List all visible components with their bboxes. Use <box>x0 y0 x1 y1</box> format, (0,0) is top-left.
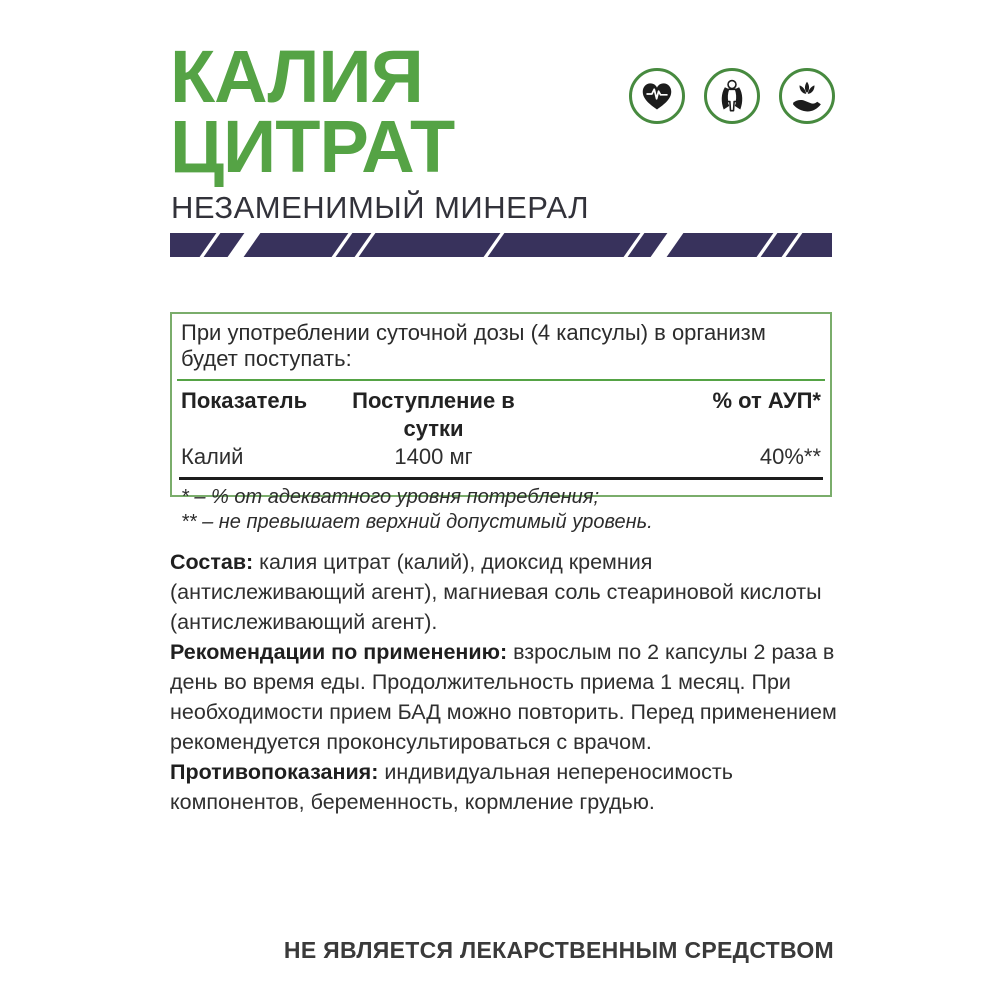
contraindications-paragraph <box>170 757 842 817</box>
cell-daily-intake: 1400 мг <box>394 444 473 469</box>
bar-slash <box>329 233 355 257</box>
cell-percent-aup: 40%** <box>759 444 821 469</box>
contraindications-label: Противопоказания: <box>170 760 379 784</box>
composition-label: Состав: <box>170 550 254 574</box>
body-figure-icon <box>704 68 760 124</box>
green-divider <box>177 379 825 381</box>
bar-slash <box>481 233 507 257</box>
bar-slash <box>648 233 686 257</box>
bar-slash <box>779 233 805 257</box>
hand-plant-icon <box>779 68 835 124</box>
table-row <box>181 443 821 471</box>
column-header-indicator: Показатель <box>181 388 308 413</box>
bar-slash <box>621 233 647 257</box>
bar-slash <box>754 233 780 257</box>
bar-slash <box>197 233 223 257</box>
decorative-stripe-bar <box>170 233 832 257</box>
recommendations-text: взрослым по 2 капсулы 2 раза в день во время еды. Продолжительность приема 1 месяц. При необходимости прием БАД можно повторить. Перед применением рекомендуется проконсультироваться с врачом. <box>170 640 837 754</box>
product-title-line-2: ЦИТРАТ <box>170 105 455 188</box>
composition-text: калия цитрат (калий), диоксид кремния (антислеживающий агент), магниевая соль стеариновой кислоты (антислеживающий агент). <box>170 550 822 634</box>
dosage-intro: При употреблении суточной дозы (4 капсулы) в организм будет поступать: <box>181 320 766 371</box>
heart-pulse-icon <box>629 68 685 124</box>
footnote-upper-level: ** – не превышает верхний допустимый уровень. <box>181 511 653 533</box>
bar-slash <box>352 233 378 257</box>
composition-paragraph <box>170 547 842 637</box>
bar-slash <box>225 233 263 257</box>
table-header-row <box>181 387 821 443</box>
column-header-percent-aup: % от АУП* <box>712 388 821 413</box>
dosage-table <box>170 312 832 533</box>
product-subtitle: НЕЗАМЕНИМЫЙ МИНЕРАЛ <box>171 190 590 225</box>
disclaimer-text: НЕ ЯВЛЯЕТСЯ ЛЕКАРСТВЕННЫМ СРЕДСТВОМ <box>283 937 834 963</box>
recommendations-label: Рекомендации по применению: <box>170 640 508 664</box>
footnote-aup: * – % от адекватного уровня потребления; <box>181 486 599 508</box>
column-header-daily-intake: Поступление в сутки <box>352 388 515 441</box>
cell-indicator: Калий <box>181 444 244 469</box>
product-title-line-1: КАЛИЯ <box>170 35 423 118</box>
product-title <box>170 35 455 188</box>
feature-icons <box>629 68 835 124</box>
contraindications-text: индивидуальная непереносимость компонентов, беременность, кормление грудью. <box>170 760 733 814</box>
recommendations-paragraph <box>170 637 842 757</box>
label-body-text <box>170 547 842 817</box>
black-divider <box>179 477 823 480</box>
